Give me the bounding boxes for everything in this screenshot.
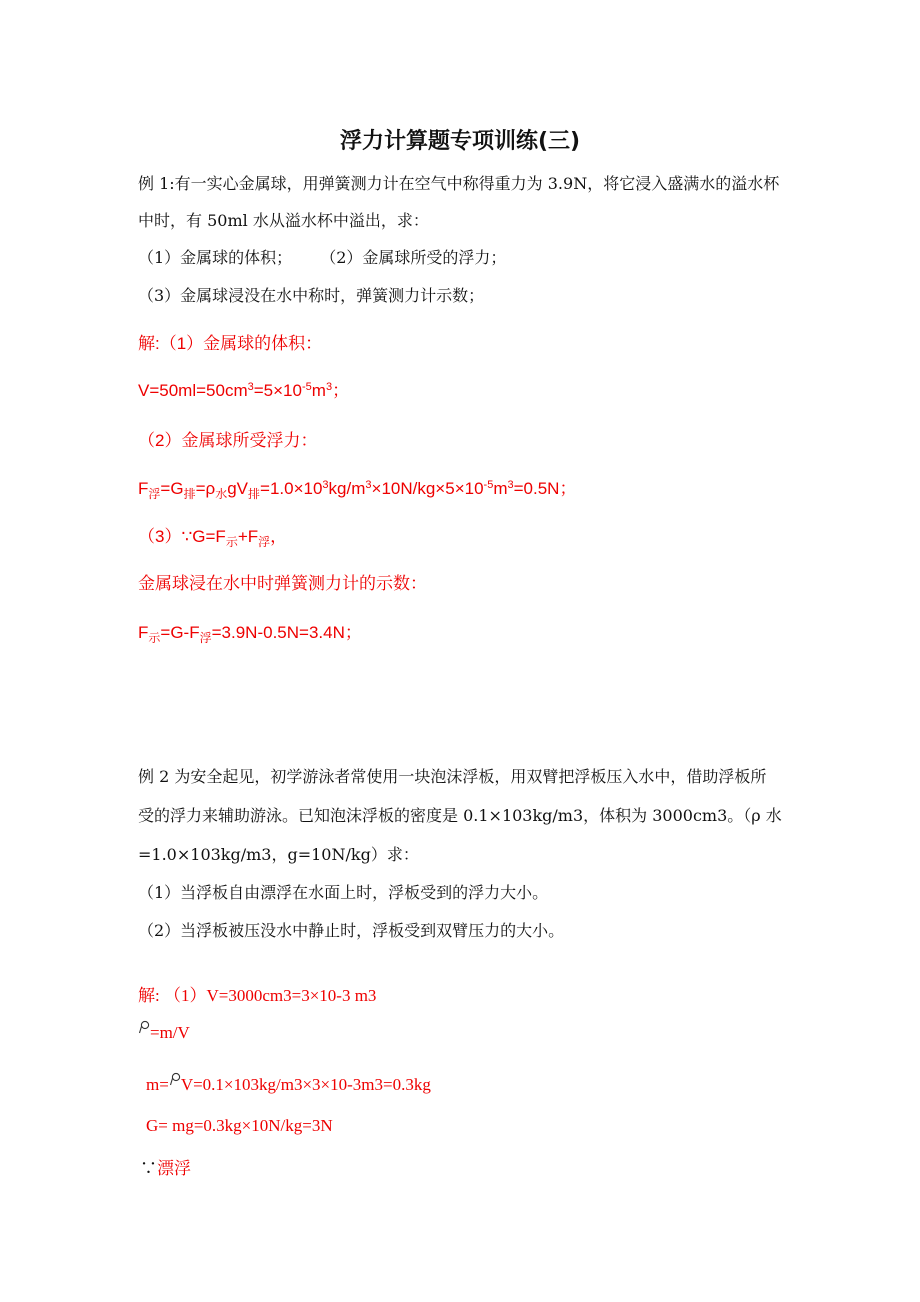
ex2-mass-formula: m= V=0.1×103kg/m3×3×10-3m3=0.3kg [146, 1072, 431, 1095]
ex1-step3-relation: $(3)\because G=F_示+F_浮$， [138, 527, 288, 549]
ex2-weight-formula: G= mg=0.3kg×10N/kg=3N [146, 1116, 333, 1135]
ex1-buoyancy-heading: （2）金属球所受浮力： [138, 431, 318, 450]
page-title: 浮力计算题专项训练(三) [339, 129, 581, 154]
rho-symbol-icon [169, 1072, 181, 1086]
ex1-buoyancy-formula: $F_浮=G_排=\rho_水gV_排=1.0\times 10^3kg/m^3\times 10N/kg\times 5\times 10^{-5}m^3=0.5N$； [138, 479, 577, 501]
ex1-subquestion-3: （3）金属球浸没在水中称时，弹簧测力计示数； [138, 286, 485, 305]
ex2-question-line-1: 例 2 为安全起见，初学游泳者常使用一块泡沫浮板，用双臂把浮板压入水中，借助浮板所 [138, 767, 767, 786]
ex2-floating-note [140, 1154, 191, 1179]
rho-symbol-icon [138, 1020, 150, 1034]
because-symbol: ∵ [140, 1159, 157, 1178]
ex1-question-line-2: 中时，有 50ml 水从溢水杯中溢出，求： [138, 211, 429, 230]
ex1-solution-heading: 解:（1）金属球的体积： [138, 334, 323, 353]
ex2-subquestion-2: （2）当浮板被压没水中静止时，浮板受到双臂压力的大小。 [138, 921, 565, 940]
ex2-solution-volume: 解: （1）V=3000cm3=3×10-3 m3 [138, 986, 377, 1005]
ex1-subquestion-2: （2）金属球所受的浮力； [320, 248, 507, 267]
ex1-reading-heading: 金属球浸在水中时弹簧测力计的示数： [138, 574, 427, 593]
ex1-reading-formula: $F_示=G-F_浮=3.9N-0.5N=3.4N$； [138, 623, 362, 645]
ex2-question-line-3: =1.0×103kg/m3，g=10N/kg）求： [138, 845, 419, 864]
ex1-question-line-1: 例 1:有一实心金属球，用弹簧测力计在空气中称得重力为 3.9N，将它浸入盛满水的溢水杯 [138, 174, 780, 193]
ex2-question-line-2: 受的浮力来辅助游泳。已知泡沫浮板的密度是 0.1×103kg/m3，体积为 3000cm3。（ρ 水 [138, 806, 782, 825]
ex1-subquestions-1-2 [138, 245, 506, 268]
ex1-subquestion-1: （1）金属球的体积； [138, 248, 293, 267]
ex1-volume-formula: $V=50ml=50cm^3=5\times 10^{-5}m^3$； [138, 381, 350, 400]
ex2-density-formula: =m/V [138, 1020, 190, 1043]
floating-label: 漂浮 [157, 1159, 191, 1178]
ex2-subquestion-1: （1）当浮板自由漂浮在水面上时，浮板受到的浮力大小。 [138, 883, 549, 902]
